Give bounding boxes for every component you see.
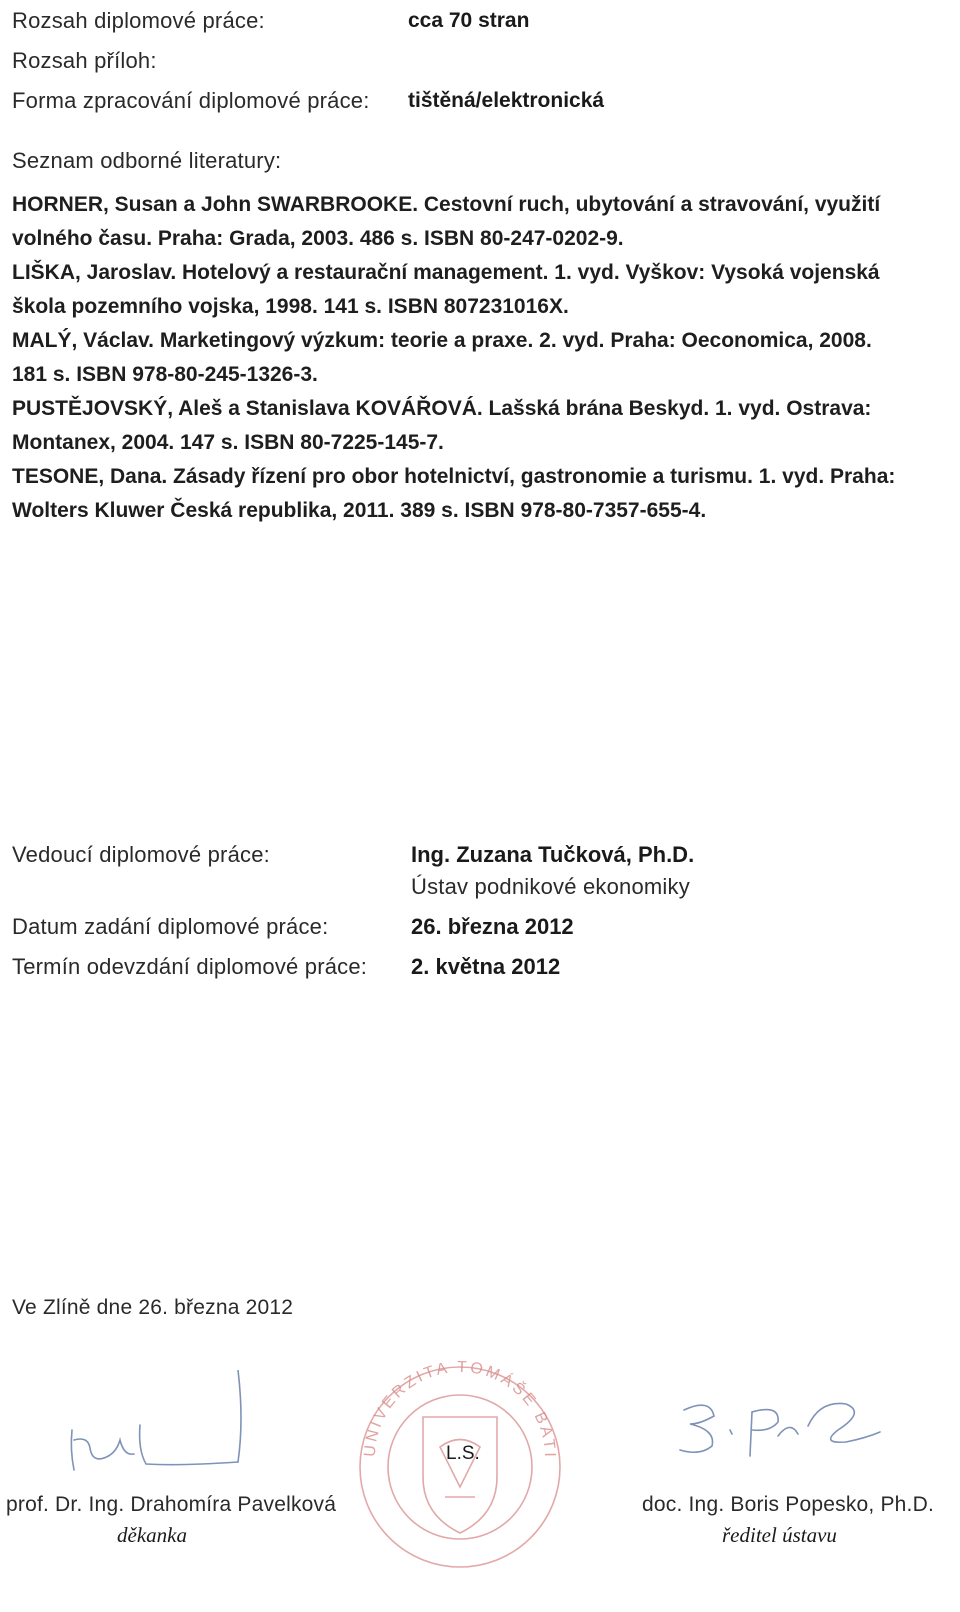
literature-list (12, 188, 942, 528)
left-signatory-role: děkanka (117, 1523, 187, 1547)
left-signatory-name: prof. Dr. Ing. Drahomíra Pavelková (6, 1493, 337, 1516)
right-signatory-role: ředitel ústavu (722, 1523, 837, 1547)
literature-heading: Seznam odborné literatury: (12, 148, 282, 173)
supervisor-department: Ústav podnikové ekonomiky (411, 874, 690, 899)
assignment-date-label: Datum zadání diplomové práce: (12, 914, 329, 939)
scope-value-thesis: cca 70 stran (408, 9, 530, 32)
stamp-label: L.S. (446, 1443, 480, 1464)
scope-value-form: tištěná/elektronická (408, 89, 605, 112)
supervisor-name: Ing. Zuzana Tučková, Ph.D. (411, 842, 695, 867)
literature-line: 181 s. ISBN 978-80-245-1326-3. (12, 363, 318, 386)
scope-label-thesis: Rozsah diplomové práce: (12, 8, 265, 33)
literature-line: HORNER, Susan a John SWARBROOKE. Cestovní ruch, ubytování a stravování, využití (12, 193, 881, 216)
left-signature (60, 1370, 280, 1480)
literature-line: škola pozemního vojska, 1998. 141 s. ISBN 807231016X. (12, 295, 569, 318)
place-date: Ve Zlíně dne 26. března 2012 (12, 1296, 294, 1319)
literature-line: Montanex, 2004. 147 s. ISBN 80-7225-145-7. (12, 431, 444, 454)
scope-label-attachments: Rozsah příloh: (12, 48, 157, 73)
literature-line: LIŠKA, Jaroslav. Hotelový a restaurační management. 1. vyd. Vyškov: Vysoká vojenská (12, 261, 880, 284)
supervisor-label: Vedoucí diplomové práce: (12, 842, 270, 867)
deadline-label: Termín odevzdání diplomové práce: (12, 954, 368, 979)
official-stamp (355, 1337, 565, 1607)
right-signatory-name: doc. Ing. Boris Popesko, Ph.D. (642, 1493, 934, 1516)
stamp-seal-graphic (355, 1337, 565, 1607)
stamp-text: UNIVERZITA TOMÁŠE BATI (361, 1358, 559, 1460)
deadline-value: 2. května 2012 (411, 954, 561, 979)
literature-line: TESONE, Dana. Zásady řízení pro obor hotelnictví, gastronomie a turismu. 1. vyd. Praha: (12, 465, 896, 488)
literature-line: volného času. Praha: Grada, 2003. 486 s. ISBN 80-247-0202-9. (12, 227, 624, 250)
assignment-date-value: 26. března 2012 (411, 914, 574, 939)
right-signature (670, 1390, 890, 1470)
scope-label-form: Forma zpracování diplomové práce: (12, 88, 370, 113)
literature-line: Wolters Kluwer Česká republika, 2011. 389 s. ISBN 978-80-7357-655-4. (12, 499, 707, 522)
literature-line: MALÝ, Václav. Marketingový výzkum: teorie a praxe. 2. vyd. Praha: Oeconomica, 2008. (12, 329, 872, 352)
literature-line: PUSTĚJOVSKÝ, Aleš a Stanislava KOVÁŘOVÁ. Lašská brána Beskyd. 1. vyd. Ostrava: (12, 397, 872, 420)
